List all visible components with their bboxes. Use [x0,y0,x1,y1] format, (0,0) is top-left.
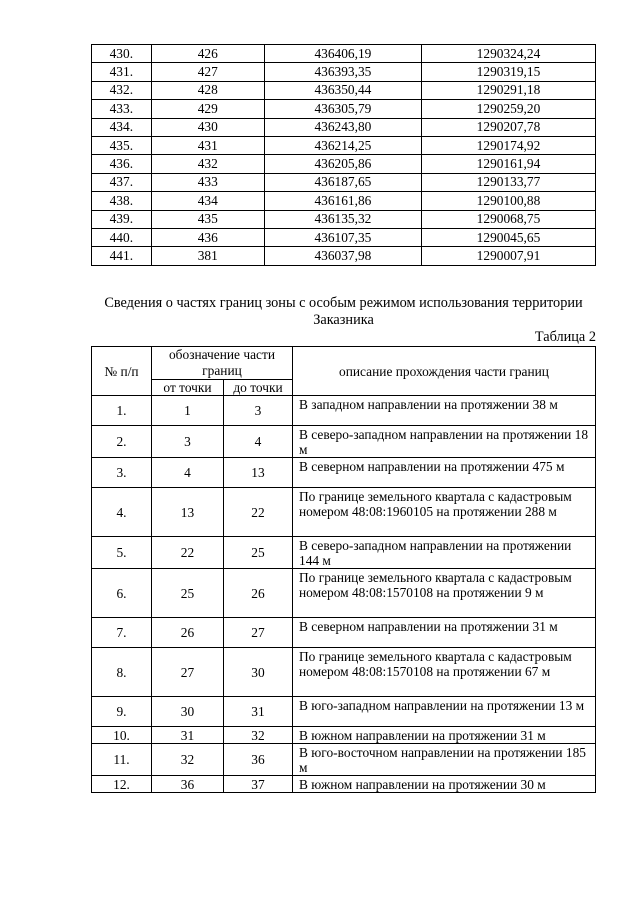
table-cell: 426 [151,45,264,63]
table-cell: 427 [151,63,264,81]
segment-description: По границе земельного квартала с кадастровым номером 48:08:1960105 на протяжении 288 м [293,488,596,537]
table-row [92,81,596,99]
coordinates-table-body [92,45,596,266]
table-cell: 1290161,94 [421,155,595,173]
from-point: 32 [152,744,224,776]
table-cell: 436214,25 [264,136,421,154]
table-row [92,776,596,793]
segment-description: В юго-западном направлении на протяжении 13 м [293,697,596,727]
header-description: описание прохождения части границ [293,347,596,396]
table-cell: 434 [151,192,264,210]
to-point: 31 [224,697,293,727]
table-row [92,458,596,488]
segments-table-header [92,347,596,396]
from-point: 3 [152,426,224,458]
table-row [92,228,596,246]
header-designation: обозначение части границ [152,347,293,380]
table-row [92,45,596,63]
table-caption: Таблица 2 [534,329,596,345]
to-point: 27 [224,618,293,648]
table-cell: 1290068,75 [421,210,595,228]
table-cell: 1290174,92 [421,136,595,154]
to-point: 25 [224,537,293,569]
table-cell: 436305,79 [264,100,421,118]
table-row [92,210,596,228]
table-row [92,569,596,618]
table-cell: 1290207,78 [421,118,595,136]
segment-description: В юго-восточном направлении на протяжении 185 м [293,744,596,776]
table-cell: 436393,35 [264,63,421,81]
segment-description: В северном направлении на протяжении 475 м [293,458,596,488]
segment-description: В южном направлении на протяжении 30 м [293,776,596,793]
table-cell: 431 [151,136,264,154]
row-number: 12. [92,776,152,793]
to-point: 36 [224,744,293,776]
from-point: 27 [152,648,224,697]
table-row [92,488,596,537]
table-cell: 428 [151,81,264,99]
row-number: 10. [92,727,152,744]
table-row [92,697,596,727]
to-point: 30 [224,648,293,697]
segment-description: В западном направлении на протяжении 38 м [293,396,596,426]
section-title: Сведения о частях границ зоны с особым режимом использования территории Заказника [104,295,583,328]
to-point: 37 [224,776,293,793]
table-cell: 438. [92,192,152,210]
coordinates-table [91,44,596,266]
row-number: 4. [92,488,152,537]
table-cell: 436. [92,155,152,173]
table-cell: 432. [92,81,152,99]
table-row [92,155,596,173]
table-cell: 433. [92,100,152,118]
table-cell: 1290259,20 [421,100,595,118]
table-row [92,537,596,569]
table-row [92,727,596,744]
table-cell: 441. [92,247,152,265]
segment-description: В северо-западном направлении на протяжении 144 м [293,537,596,569]
segments-table-body [92,396,596,793]
header-num: № п/п [92,347,152,396]
table-cell: 435 [151,210,264,228]
table-cell: 440. [92,228,152,246]
table-cell: 1290291,18 [421,81,595,99]
to-point: 3 [224,396,293,426]
table-cell: 437. [92,173,152,191]
from-point: 30 [152,697,224,727]
segment-description: По границе земельного квартала с кадастровым номером 48:08:1570108 на протяжении 67 м [293,648,596,697]
from-point: 26 [152,618,224,648]
table-cell: 436205,86 [264,155,421,173]
table-cell: 436243,80 [264,118,421,136]
to-point: 4 [224,426,293,458]
table-cell: 434. [92,118,152,136]
table-row [92,63,596,81]
to-point: 26 [224,569,293,618]
table-cell: 1290324,24 [421,45,595,63]
table-row [92,136,596,154]
table-cell: 430 [151,118,264,136]
row-number: 8. [92,648,152,697]
segments-table [91,346,596,793]
table-cell: 436406,19 [264,45,421,63]
row-number: 3. [92,458,152,488]
table-cell: 1290045,65 [421,228,595,246]
table-cell: 436107,35 [264,228,421,246]
table-row [92,744,596,776]
table-cell: 436350,44 [264,81,421,99]
row-number: 7. [92,618,152,648]
from-point: 31 [152,727,224,744]
table-cell: 1290007,91 [421,247,595,265]
segment-description: В северо-западном направлении на протяжении 18 м [293,426,596,458]
table-row [92,173,596,191]
table-cell: 436 [151,228,264,246]
to-point: 32 [224,727,293,744]
table-cell: 436187,65 [264,173,421,191]
table-cell: 1290133,77 [421,173,595,191]
table-row [92,192,596,210]
table-row [92,100,596,118]
row-number: 1. [92,396,152,426]
to-point: 13 [224,458,293,488]
table-cell: 429 [151,100,264,118]
table-cell: 431. [92,63,152,81]
row-number: 6. [92,569,152,618]
table-cell: 436037,98 [264,247,421,265]
segment-description: В южном направлении на протяжении 31 м [293,727,596,744]
table-cell: 1290100,88 [421,192,595,210]
table-row [92,648,596,697]
row-number: 11. [92,744,152,776]
table-cell: 432 [151,155,264,173]
table-cell: 435. [92,136,152,154]
header-to: до точки [224,380,293,396]
from-point: 22 [152,537,224,569]
to-point: 22 [224,488,293,537]
table-row [92,426,596,458]
table-row [92,396,596,426]
from-point: 36 [152,776,224,793]
table-cell: 436135,32 [264,210,421,228]
table-cell: 1290319,15 [421,63,595,81]
segment-description: По границе земельного квартала с кадастровым номером 48:08:1570108 на протяжении 9 м [293,569,596,618]
table-cell: 439. [92,210,152,228]
from-point: 4 [152,458,224,488]
row-number: 9. [92,697,152,727]
segment-description: В северном направлении на протяжении 31 м [293,618,596,648]
row-number: 5. [92,537,152,569]
table-cell: 436161,86 [264,192,421,210]
row-number: 2. [92,426,152,458]
table-row [92,118,596,136]
table-cell: 381 [151,247,264,265]
from-point: 13 [152,488,224,537]
table-row [92,618,596,648]
table-cell: 433 [151,173,264,191]
table-row [92,247,596,265]
from-point: 1 [152,396,224,426]
from-point: 25 [152,569,224,618]
table-cell: 430. [92,45,152,63]
header-from: от точки [152,380,224,396]
